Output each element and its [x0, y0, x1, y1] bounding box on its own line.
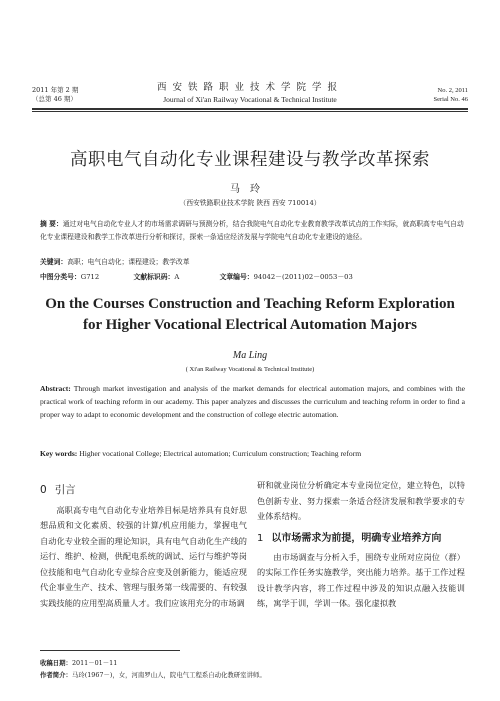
header-rule-thin — [32, 111, 468, 112]
abstract-cn-text: 通过对电气自动化专业人才的市场需求调研与预测分析，结合我院电气自动化专业教育教学改革试点的工作实际，就高职高专电气自动化专业课程建设和教学工作改革进行分析和探讨，探索一条适应经济发展与学院电气自动化专业建设的途径。 — [40, 220, 464, 241]
abstract-en-label: Abstract: — [40, 384, 71, 393]
received-date — [40, 657, 465, 669]
keywords-cn-label: 关键词： — [40, 258, 68, 266]
section-1-paragraph: 由市场调查与分析入手，围绕专业所对应岗位（群）的实际工作任务实施教学，突出能力培养。基于工作过程设计教学内容，将工作过程中涉及的知识点融入技能训练，寓学于训，学训一体。强化虚拟教 — [257, 551, 465, 608]
section-1-number: 1 — [257, 532, 264, 544]
header-rule-thick — [32, 108, 468, 110]
author-cn: 马玲 — [230, 184, 270, 195]
paper-title-en-line1: On the Courses Construction and Teaching Reform Exploration — [45, 296, 455, 312]
doc-code-label: 文献标识码： — [133, 273, 175, 281]
footnote-rule — [40, 650, 180, 651]
keywords-en — [40, 448, 465, 460]
section-0-number: 0 — [40, 484, 47, 496]
serial-no: Serial No. 46 — [433, 96, 468, 103]
author-en: Ma Ling — [232, 350, 268, 361]
article-no-value: 94042－(2011)02－0053－03 — [253, 273, 353, 281]
right-column-continuation: 研和就业岗位分析确定本专业岗位定位，建立特色，以特色创新专业、努力探索一条适合经济发展和教学要求的专业体系结构。 — [257, 480, 465, 521]
abstract-en-text: Through market investigation and analysis of the market demands for electrical automation majors, and combines with the practical work of teaching reform in our academy. This paper analyzes and discusses the curriculum and teaching reform in order to find a proper way to adapt to economic development and the construction of college electric automation. — [40, 384, 465, 419]
journal-name-en: Journal of Xi'an Railway Vocational & Technical Institute — [163, 95, 337, 104]
footnotes — [40, 657, 465, 681]
affiliation-en: ( Xi'an Railway Vocational & Technical Institute) — [185, 366, 315, 373]
abstract-en — [40, 382, 465, 421]
doc-code-value: A — [174, 273, 180, 281]
section-0-paragraph: 高职高专电气自动化专业培养目标是培养具有良好思想品质和文化素质、较强的计算/机应用能力，掌握电气自动化专业较全面的理论知识，具有电气自动化生产线的运行、维护、检测，供配电系统的调试、运行与维护等岗位技能和电气自动化专业综合应变及创新能力，能适应现代企事业生产、技术、管理与服务第一线需要的、有较强实践技能的应用型高质量人才。我们应该用充分的市场调 — [40, 504, 247, 608]
paper-title-en-line2: for Higher Vocational Electrical Automation Majors — [83, 317, 417, 333]
issue-number: 2011 年第 2 期 — [32, 86, 79, 94]
issue-no: No. 2, 2011 — [437, 87, 468, 94]
author-bio-label: 作者简介： — [40, 671, 72, 679]
classification-line — [40, 271, 465, 284]
paper-title-en — [0, 294, 500, 336]
total-issue: （总第 46 期） — [32, 95, 77, 103]
journal-header — [0, 79, 500, 104]
journal-name-cn: 西安铁路职业技术学院学报 — [156, 82, 343, 93]
author-bio — [40, 669, 465, 681]
keywords-cn-text: 高职；电气自动化；课程建设；教学改革 — [67, 258, 190, 266]
affiliation-cn: （西安铁路职业技术学院 陕西 西安 710014） — [179, 199, 321, 207]
paper-title-cn: 高职电气自动化专业课程建设与教学改革探索 — [70, 150, 430, 170]
section-0-heading — [40, 483, 247, 499]
clc-label: 中图分类号： — [40, 273, 81, 281]
keywords-cn — [40, 256, 465, 269]
author-bio-text: 马玲(1967－)，女，河南罗山人，院电气工程系自动化教研室讲师。 — [71, 671, 266, 679]
section-1-heading — [257, 531, 465, 547]
abstract-cn-label: 摘 要： — [40, 220, 63, 228]
article-no-label: 文章编号： — [219, 273, 254, 281]
section-1-title: 以市场需求为前提，明确专业培养方向 — [271, 532, 442, 544]
abstract-cn — [40, 218, 465, 244]
received-label: 收稿日期： — [40, 659, 72, 667]
section-0-title: 引言 — [54, 484, 76, 496]
clc-value: G712 — [80, 273, 100, 281]
body-column-left — [40, 483, 247, 611]
body-column-right — [257, 478, 465, 612]
keywords-en-label: Key words: — [40, 449, 78, 458]
received-value: 2011－01－11 — [71, 659, 118, 667]
keywords-en-text: Higher vocational College; Electrical automation; Curriculum construction; Teaching reform — [77, 449, 362, 458]
serial-info — [434, 86, 468, 104]
